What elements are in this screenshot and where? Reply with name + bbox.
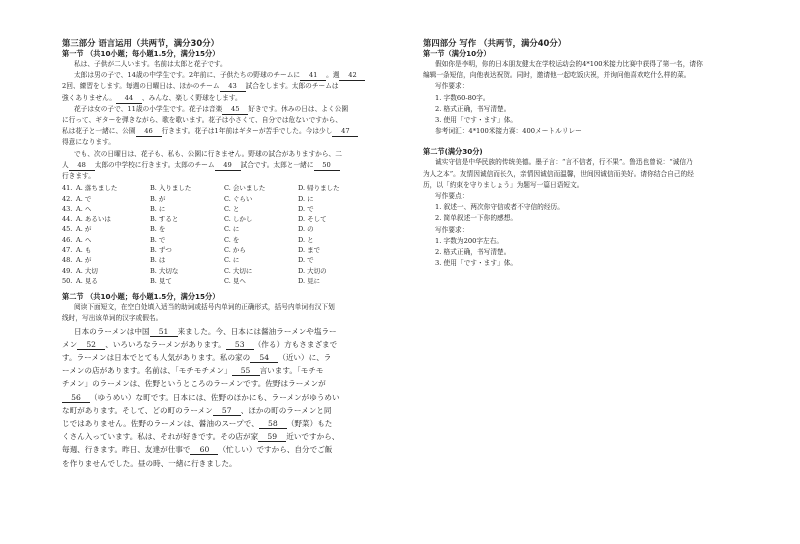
text-line: [62, 160, 382, 171]
option-row: [62, 183, 382, 193]
sec2-req-title: 写作要求：: [435, 225, 469, 234]
options-list: [62, 183, 382, 286]
text-run: 私は、子供が二人います。名前は太郎と花子です。: [74, 60, 227, 68]
text-run: 毎週、行きます。昨日、友達が仕事で: [62, 445, 191, 455]
option-choice: A. 大切: [76, 266, 98, 275]
option-choice: B. 入りました: [150, 184, 192, 193]
answer-blank: 50: [314, 161, 340, 171]
text-run: 近いですから、: [286, 432, 340, 442]
part3-sec1-title: 第一节 （共10小题；每小题1.5分，满分15分）: [62, 49, 220, 58]
text-run: （忙しい）ですから、自分でご飯: [218, 445, 333, 455]
option-row: [62, 224, 382, 234]
text-run: 花子は女の子で、11歳の小学生です。花子は音楽: [74, 104, 223, 113]
text-run: 試合をします。太郎のチームは: [245, 82, 339, 91]
answer-blank: 48: [69, 161, 95, 171]
text-run: 来ました。今、日本には醤油ラーメンや塩ラー: [177, 326, 337, 336]
answer-blank: 57: [213, 406, 241, 416]
text-run: 太郎の中学校に行きます。太郎のチーム: [94, 160, 215, 169]
text-line: [62, 59, 382, 70]
text-line: 编辑一条短信，向他表达祝贺。同时，邀请他一起吃饭庆祝，并询问他喜欢吃什么样的菜。: [423, 71, 691, 80]
sec1-reqs: [423, 93, 753, 127]
text-line: 1. 字数为200字左右。: [435, 236, 504, 245]
text-run: 人: [62, 160, 69, 169]
text-line: [62, 104, 382, 115]
text-line: 2. 格式正确，书写清楚。: [435, 104, 511, 113]
answer-blank: 41: [300, 71, 326, 81]
option-choice: C. 会いました: [224, 184, 266, 193]
option-choice: C. に: [224, 256, 240, 265]
text-line: [62, 417, 382, 430]
text-line: [62, 137, 382, 148]
question-number: 43.: [62, 204, 73, 213]
option-choice: C. に: [224, 225, 240, 234]
text-run: に行って、ギターを弾きながら、歌を歌います。花子は小さくて、自分では危ないですから、: [62, 116, 343, 125]
text-line: [62, 149, 382, 160]
text-line: [62, 93, 382, 104]
text-run: す。ラーメンは日本でとても人気があります。私の家の: [62, 353, 251, 363]
text-run: 、みんな、楽しく野球をします。: [141, 93, 242, 102]
text-line: 3. 使用「です・ます」体。: [435, 116, 518, 125]
answer-blank: 47: [332, 127, 358, 137]
sec2-instructions: [62, 302, 382, 324]
option-choice: A. へ: [76, 204, 92, 213]
text-run: を作りませんでした。昼の時、一緒に行きました。: [62, 458, 237, 468]
sec2-reqs: [423, 236, 753, 270]
text-run: 強くありません。: [62, 93, 116, 102]
text-line: [62, 115, 382, 126]
sec2-points: [423, 202, 753, 224]
option-choice: C. 見へ: [224, 276, 246, 285]
text-line: 历，以「約束を守りましょう」为题写一篇日语短文。: [423, 180, 584, 189]
option-choice: B. に: [150, 204, 166, 213]
text-run: （作る）方もさまざまで: [253, 339, 338, 349]
text-line: 假如你是李明，你的日本朋友健太在学校运动会的4*100米接力比赛中获得了第一名，请你: [435, 60, 703, 68]
answer-blank: 60: [190, 445, 218, 455]
text-line: 2. 简单叙述一下你的感想。: [435, 214, 518, 223]
option-choice: C. ぐらい: [224, 194, 253, 203]
text-run: 行きます。: [62, 172, 95, 181]
text-run: チメン」のラーメンは、佐野というところのラーメンです。佐野はラーメンが: [62, 379, 326, 389]
option-choice: D. 帰りました: [298, 184, 340, 193]
part4-sec2-title: 第二节(满分30分): [423, 147, 483, 157]
text-line: [62, 377, 382, 390]
option-choice: C. から: [224, 246, 246, 255]
passage2: [62, 325, 382, 470]
answer-blank: 59: [258, 432, 286, 442]
sec1-req-title: 写作要求：: [435, 82, 469, 91]
sec2-body: [423, 157, 753, 191]
option-choice: A. 見る: [76, 276, 98, 285]
part3-title: 第三部分 语言运用（共两节，满分30分）: [62, 38, 219, 48]
option-choice: D. で: [298, 204, 314, 213]
question-number: 45.: [62, 225, 73, 234]
text-line: [62, 325, 382, 338]
text-run: 太郎は男の子で、14歳の中学生です。2年前に、子供たちの野球のチームに: [74, 71, 301, 80]
option-choice: D. と: [298, 235, 314, 244]
text-run: 私は花子と一緒に、公園: [62, 127, 136, 136]
option-choice: A. が: [76, 225, 92, 234]
option-choice: C. しかし: [224, 215, 253, 224]
text-run: でも、次の日曜日は、花子も、私も、公園に行きません。野球の試合がありますから、二: [74, 149, 342, 158]
option-choice: C. と: [224, 204, 240, 213]
text-line: [62, 338, 382, 351]
option-row: [62, 204, 382, 214]
answer-blank: 43: [220, 82, 246, 92]
text-run: ーメンの店があります。名前は、「モチモチメン」: [62, 366, 232, 376]
answer-blank: 53: [226, 340, 254, 350]
text-line: [62, 351, 382, 364]
answer-blank: 56: [62, 393, 90, 403]
option-choice: A. あるいは: [76, 215, 111, 224]
text-run: じではありません。佐野のラーメンは、醤油のスープで、: [62, 419, 259, 429]
option-choice: D. 大切の: [298, 266, 327, 275]
text-run: 好きです。休みの日は、よく公園: [248, 104, 349, 113]
text-run: 、ほかの町のラーメンと同: [240, 405, 332, 415]
text-run: 日本のラーメンは中国: [74, 326, 150, 336]
question-number: 44.: [62, 215, 73, 224]
text-line: [62, 430, 382, 443]
answer-blank: 54: [250, 353, 278, 363]
option-choice: D. 見に: [298, 276, 321, 285]
text-line: [62, 70, 382, 81]
text-line: 1. 字数60-80字。: [435, 93, 490, 102]
part4-sec1-title: 第一节（满分10分）: [423, 49, 491, 58]
text-line: [62, 171, 382, 182]
text-line: [62, 364, 382, 377]
text-line: [62, 81, 382, 92]
option-row: [62, 276, 382, 286]
question-number: 50.: [62, 276, 73, 285]
text-line: [62, 391, 382, 404]
sec2-points-title: 写作要点：: [435, 192, 469, 201]
option-choice: D. に: [298, 194, 314, 203]
option-row: [62, 214, 382, 224]
text-line: [62, 443, 382, 456]
option-choice: A. へ: [76, 235, 92, 244]
text-run: 、いろいろなラーメンがあります。: [105, 339, 226, 349]
text-run: （野菜）もた: [286, 419, 333, 429]
option-choice: B. が: [150, 194, 166, 203]
text-run: な町があります。そして、どの町のラーメン: [62, 405, 213, 415]
option-row: [62, 255, 382, 265]
option-row: [62, 245, 382, 255]
text-line: 为人之本”。友情因诚信而长久，亲情因诚信而温馨，世间因诚信而美好。请你结合自己的经: [423, 169, 694, 178]
answer-blank: 45: [222, 105, 248, 115]
question-number: 41.: [62, 184, 73, 193]
option-choice: B. 見て: [150, 276, 172, 285]
option-choice: B. を: [150, 225, 166, 234]
text-run: （近い）に、ラ: [278, 353, 332, 363]
text-line: [62, 404, 382, 417]
option-choice: B. ずつ: [150, 246, 172, 255]
text-line: 诚实守信是中华民族的传统美德。墨子言：“言不信者，行不果”。鲁迅也曾说：“诚信乃: [435, 158, 693, 167]
part3-sec2-title: 第二节 （共10小题；每小题1.5分，满分15分）: [62, 292, 220, 302]
option-choice: B. は: [150, 256, 166, 265]
text-line: 2. 格式正确，书写清楚。: [435, 248, 511, 257]
passage1: [62, 59, 382, 182]
option-choice: D. まで: [298, 246, 321, 255]
option-choice: D. そして: [298, 215, 327, 224]
question-number: 42.: [62, 194, 73, 203]
text-line: 1. 叙述一、两次你守信或者不守信的经历。: [435, 203, 564, 212]
text-line: [62, 457, 382, 470]
instruction-line: 阅读下面短文，在空白处填入适当的助词或括号内单词的正确形式，括号内单词有汉下划: [74, 303, 335, 312]
option-row: [62, 235, 382, 245]
option-choice: D. の: [298, 225, 314, 234]
answer-blank: 52: [77, 340, 105, 350]
option-choice: A. で: [76, 194, 92, 203]
text-run: 得意になります。: [62, 138, 115, 147]
answer-blank: 42: [339, 71, 365, 81]
question-number: 46.: [62, 235, 73, 244]
text-run: 言います。「モチモ: [259, 366, 324, 376]
option-choice: A. が: [76, 256, 92, 265]
option-choice: A. も: [76, 246, 92, 255]
answer-blank: 55: [232, 366, 260, 376]
text-run: （ゆうめい）な町です。日本には、佐野のほかにも、ラーメンがゆうめい: [90, 392, 340, 402]
option-choice: B. 大切な: [150, 266, 179, 275]
text-run: 試合です。太郎と一緒に: [240, 160, 314, 169]
question-number: 48.: [62, 256, 73, 265]
answer-blank: 51: [150, 327, 178, 337]
text-run: 。週: [326, 71, 340, 80]
left-column: [62, 38, 382, 470]
option-row: [62, 194, 382, 204]
text-run: 行きます。花子は1年前はギターが苦手でした。今は少し: [161, 127, 333, 136]
option-row: [62, 266, 382, 276]
answer-blank: 46: [136, 127, 162, 137]
sec1-ref: 参考词汇：4*100米接力赛：400メートルリレー: [435, 127, 582, 136]
text-line: 3. 使用「です・ます」体。: [435, 259, 518, 268]
part4-title: 第四部分 写作 （共两节，满分40分）: [423, 38, 567, 48]
answer-blank: 44: [116, 94, 142, 104]
answer-blank: 49: [215, 161, 241, 171]
instruction-line: 线时，写出该单词的汉字或假名。: [62, 314, 163, 323]
option-choice: A. 落ちました: [76, 184, 118, 193]
option-choice: C. 大切に: [224, 266, 253, 275]
text-run: くさん入っています。私は、それが好きです。その店が家: [62, 432, 259, 442]
text-run: メン: [62, 339, 78, 349]
text-line: [62, 126, 382, 137]
option-choice: D. で: [298, 256, 314, 265]
option-choice: C. を: [224, 235, 240, 244]
option-choice: B. で: [150, 235, 166, 244]
right-column: [423, 38, 753, 269]
sec1-body: [423, 59, 753, 81]
question-number: 49.: [62, 266, 73, 275]
text-run: 2回、練習をします。毎週の日曜日は、ほかのチーム: [62, 82, 220, 91]
option-choice: B. すると: [150, 215, 179, 224]
question-number: 47.: [62, 246, 73, 255]
answer-blank: 58: [259, 419, 287, 429]
